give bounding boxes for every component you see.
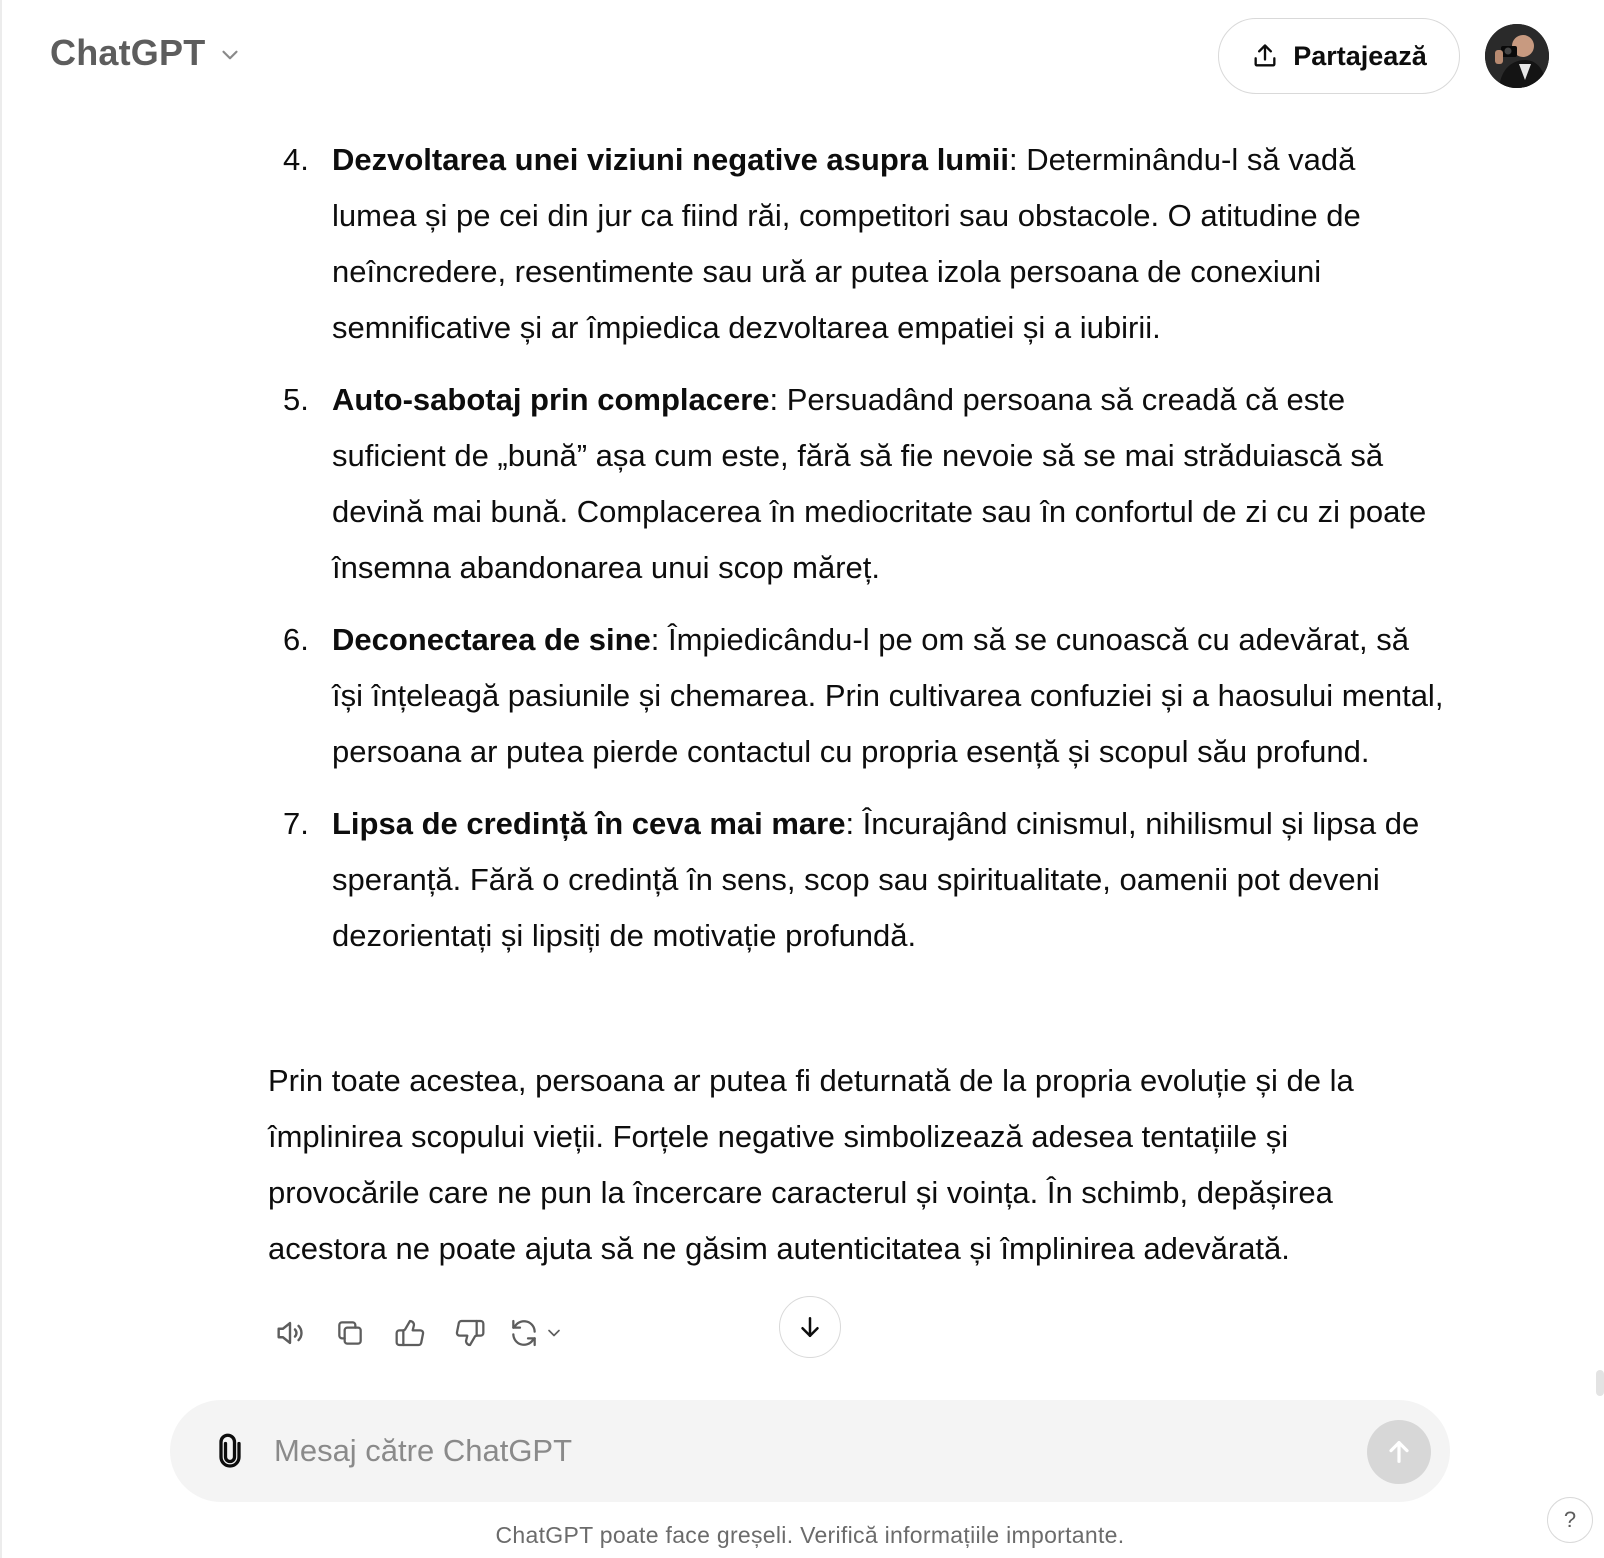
top-bar <box>0 0 1604 112</box>
list-number: 5. <box>283 382 309 417</box>
numbered-list <box>268 132 1448 980</box>
chevron-down-icon <box>217 42 243 68</box>
scroll-down-button[interactable] <box>779 1296 841 1358</box>
regenerate-button[interactable] <box>508 1317 564 1349</box>
thumbs-down-icon <box>454 1317 486 1349</box>
list-number: 4. <box>283 142 309 177</box>
message-actions <box>268 1311 564 1355</box>
model-title: ChatGPT <box>50 32 206 73</box>
list-item-text: : Persuadând persoana să creadă că este suficient de „bună” așa cum este, fără să fie nevoie să se mai străduiască să devină mai bună. Complacerea în mediocritate sau în confortul de zi cu zi poate însemna abandonarea unui scop măreț. <box>332 382 1427 585</box>
list-item-title: Deconectarea de sine <box>332 622 651 657</box>
list-item-title: Lipsa de credință în ceva mai mare <box>332 806 846 841</box>
paperclip-icon <box>212 1433 248 1469</box>
avatar-photo <box>1485 24 1549 88</box>
model-selector[interactable] <box>50 32 243 74</box>
thumbs-down-button[interactable] <box>448 1311 492 1355</box>
message-composer <box>170 1400 1450 1502</box>
list-number: 7. <box>283 806 309 841</box>
scrollbar-thumb[interactable] <box>1596 1370 1604 1396</box>
thumbs-up-icon <box>394 1317 426 1349</box>
send-button[interactable] <box>1367 1420 1431 1484</box>
sidebar-edge <box>0 0 2 1558</box>
list-item <box>268 796 1448 964</box>
disclaimer: ChatGPT poate face greșeli. Verifică informațiile importante. <box>495 1522 1125 1548</box>
user-avatar[interactable] <box>1485 24 1549 88</box>
chevron-down-icon <box>544 1323 564 1343</box>
read-aloud-button[interactable] <box>268 1311 312 1355</box>
list-item-text: : Împiedicându-l pe om să se cunoască cu adevărat, să își înțeleagă pasiunile și chemarea. Prin cultivarea confuziei și a haosului mental, persoana ar putea pierde contactul cu propria esență și scopul său profund. <box>332 622 1444 769</box>
arrow-down-icon <box>795 1312 825 1342</box>
list-item-title: Auto-sabotaj prin complacere <box>332 382 770 417</box>
list-item <box>268 132 1448 356</box>
message-input[interactable] <box>274 1420 1314 1482</box>
share-label: Partajează <box>1293 40 1427 71</box>
share-icon <box>1251 42 1279 70</box>
thumbs-up-button[interactable] <box>388 1311 432 1355</box>
list-item <box>268 372 1448 596</box>
list-item-title: Dezvoltarea unei viziuni negative asupra lumii <box>332 142 1010 177</box>
help-button[interactable]: ? <box>1547 1497 1593 1543</box>
list-item-text: : Încurajând cinismul, nihilismul și lipsa de speranță. Fără o credință în sens, scop sau spiritualitate, oamenii pot deveni dezorientați și lipsiți de motivație profundă. <box>332 806 1420 953</box>
share-button[interactable] <box>1218 18 1460 94</box>
copy-icon <box>334 1317 366 1349</box>
attach-button[interactable] <box>206 1427 254 1475</box>
list-item <box>268 612 1448 780</box>
speaker-icon <box>273 1316 307 1350</box>
refresh-icon <box>508 1317 540 1349</box>
list-number: 6. <box>283 622 309 657</box>
copy-button[interactable] <box>328 1311 372 1355</box>
list-item-text: : Determinându-l să vadă lumea și pe cei din jur ca fiind răi, competitori sau obstacole. O atitudine de neîncredere, resentimente sau ură ar putea izola persoana de conexiuni semnificative și ar împiedica dezvoltarea empatiei și a iubirii. <box>332 142 1361 345</box>
arrow-up-icon <box>1383 1436 1415 1468</box>
conclusion-paragraph: Prin toate acestea, persoana ar putea fi deturnată de la propria evoluție și de la împlinirea scopului vieții. Forțele negative simbolizează adesea tentațiile și provocările care ne pun la încercare caracterul și voința. În schimb, depășirea acestora ne poate ajuta să ne găsim autenticitatea și împlinirea adevărată. <box>268 1063 1354 1266</box>
